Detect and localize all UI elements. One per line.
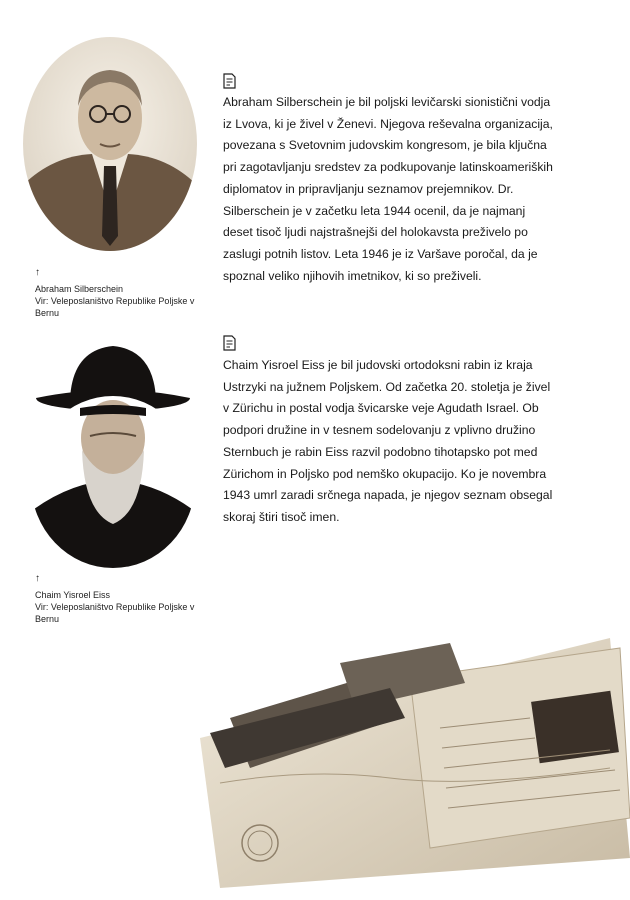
document-text-icon — [223, 335, 237, 351]
up-arrow-icon: ↑ — [35, 267, 40, 278]
document-text-icon — [223, 73, 237, 89]
up-arrow-icon: ↑ — [35, 573, 40, 584]
portrait-abraham-silberschein — [22, 36, 198, 252]
caption-name: Chaim Yisroel Eiss — [35, 590, 111, 600]
portrait-chaim-yisroel-eiss — [30, 342, 196, 568]
caption-source: Vir: Veleposlaništvo Republike Poljske v Bernu — [35, 602, 195, 624]
passports-documents-photo — [190, 618, 630, 888]
photo-caption-eiss — [35, 572, 215, 625]
caption-name: Abraham Silberschein — [35, 284, 124, 294]
caption-source: Vir: Veleposlaništvo Republike Poljske v Bernu — [35, 296, 195, 318]
biography-silberschein: Abraham Silberschein je bil poljski levičarski sionistični vodja iz Lvova, ki je živel v Ženevi. Njegova reševalna organizacija, povezana s Svetovnim judovskim kongresom, je bila ključna pri zagotavljanju sredstev za podkupovanje latinskoameriških diplomatov in pripravljanju seznamov prejemnikov. Dr. Silberschein je v začetku leta 1944 ocenil, da je najmanj deset tisoč ljudi najstrašnejši del holokavsta preživelo po zaslugi potnih listov. Leta 1946 je iz Varšave poročal, da je spoznal veliko njihovih imetnikov, ki so preživeli. — [223, 95, 553, 283]
biography-eiss: Chaim Yisroel Eiss je bil judovski ortodoksni rabin iz kraja Ustrzyki na južnem Poljskem. Od začetka 20. stoletja je živel v Zürichu in postal vodja švicarske veje Agudath Israel. Ob podpori družine in v tesnem sodelovanju z vplivno družino Sternbuch je rabin Eiss razvil podobno tihotapsko pot med Zürichom in Poljsko pod nemško okupacijo. Ko je novembra 1943 umrl zaradi srčnega napada, je njegov seznam obsegal skoraj štiri tisoč imen. — [223, 358, 553, 524]
photo-caption-silberschein — [35, 266, 215, 319]
